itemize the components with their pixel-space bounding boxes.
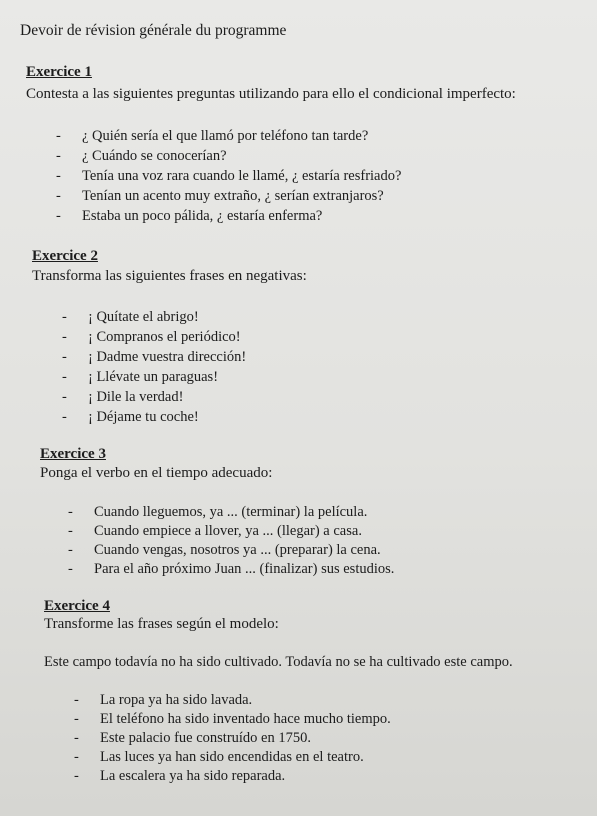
exercise-2-item: - ¡ Llévate un paraguas!: [62, 369, 219, 385]
exercise-1-heading: Exercice 1: [26, 64, 92, 80]
exercise-4-item: - La escalera ya ha sido reparada.: [74, 768, 286, 784]
exercise-1-item: - Tenían un acento muy extraño, ¿ serían extranjaros?: [56, 188, 384, 204]
exercise-4-item: - Este palacio fue construído en 1750.: [74, 730, 311, 746]
exercise-2-item: - ¡ Dile la verdad!: [62, 389, 184, 405]
exercise-3-heading: Exercice 3: [40, 446, 106, 462]
exercise-3-instruction: Ponga el verbo en el tiempo adecuado:: [40, 465, 273, 481]
exercise-2-item: - ¡ Quítate el abrigo!: [62, 309, 199, 325]
exercise-4-item: - Las luces ya han sido encendidas en el teatro.: [74, 749, 364, 765]
document-title: Devoir de révision générale du programme: [20, 22, 287, 39]
exercise-3-item: - Cuando empiece a llover, ya ... (llegar) a casa.: [68, 523, 362, 539]
exercise-1-instruction: Contesta a las siguientes preguntas utilizando para ello el condicional imperfecto:: [26, 86, 516, 102]
exercise-2-heading: Exercice 2: [32, 248, 98, 264]
exercise-2-instruction: Transforma las siguientes frases en negativas:: [32, 268, 307, 284]
exercise-3-item: - Para el año próximo Juan ... (finalizar) sus estudios.: [68, 561, 395, 577]
exercise-3-item: - Cuando lleguemos, ya ... (terminar) la película.: [68, 504, 368, 520]
exercise-4-instruction: Transforme las frases según el modelo:: [44, 616, 279, 632]
exercise-3-item: - Cuando vengas, nosotros ya ... (preparar) la cena.: [68, 542, 381, 558]
exercise-1-item: - Estaba un poco pálida, ¿ estaría enferma?: [56, 208, 323, 224]
exercise-4-model-sentence: Este campo todavía no ha sido cultivado. Todavía no se ha cultivado este campo.: [44, 654, 513, 670]
exercise-2-item: - ¡ Compranos el periódico!: [62, 329, 241, 345]
exercise-4-item: - El teléfono ha sido inventado hace mucho tiempo.: [74, 711, 391, 727]
exercise-1-item: - Tenía una voz rara cuando le llamé, ¿ estaría resfriado?: [56, 168, 402, 184]
exercise-4-heading: Exercice 4: [44, 598, 110, 614]
exercise-1-item: - ¿ Cuándo se conocerían?: [56, 148, 227, 164]
exercise-2-item: - ¡ Déjame tu coche!: [62, 409, 199, 425]
exercise-4-item: - La ropa ya ha sido lavada.: [74, 692, 253, 708]
exercise-1-item: - ¿ Quién sería el que llamó por teléfono tan tarde?: [56, 128, 369, 144]
exercise-2-item: - ¡ Dadme vuestra dirección!: [62, 349, 247, 365]
